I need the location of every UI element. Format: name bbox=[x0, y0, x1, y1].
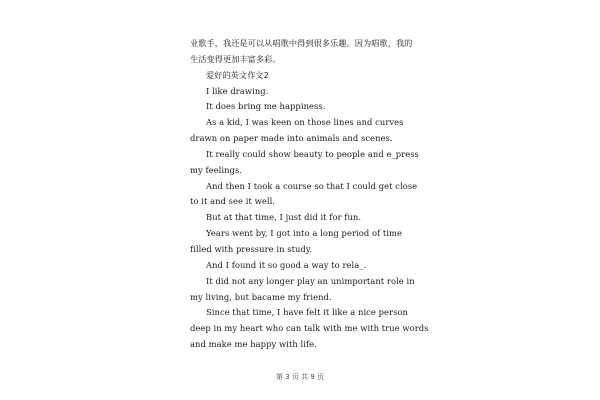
paragraph-line: As a kid, I was keen on those lines and curves bbox=[206, 117, 404, 128]
paragraph-line: drawn on paper made into animals and scenes. bbox=[190, 133, 393, 144]
paragraph-line: 生活变得更加丰富多彩。 bbox=[190, 53, 281, 64]
paragraph-line: And I found it so good a way to rela_. bbox=[206, 259, 367, 270]
page-number: 第 3 页 共 9 页 bbox=[275, 373, 325, 381]
paragraph-line: I like drawing. bbox=[206, 85, 269, 96]
paragraph-line: filled with pressure in study. bbox=[190, 243, 313, 254]
paragraph-line: Since that time, I have felt it like a nice person bbox=[206, 307, 408, 318]
paragraph-line: my feelings. bbox=[190, 164, 243, 175]
paragraph-line: Years went by, I got into a long period of time bbox=[206, 228, 403, 239]
paragraph-line: my living, but bacame my friend. bbox=[190, 291, 332, 302]
paragraph-line: and make me happy with life. bbox=[190, 339, 317, 350]
paragraph-line: It does bring me happiness. bbox=[206, 101, 326, 112]
paragraph-line: It did not any longer play an unimportant role in bbox=[206, 275, 415, 286]
paragraph-line: 业歌手，我还是可以从唱歌中得到很多乐趣。因为唱歌，我的 bbox=[190, 38, 413, 48]
document-body bbox=[190, 36, 430, 353]
paragraph-line: And then I took a course so that I could get close bbox=[206, 180, 418, 191]
paragraph-line: deep in my heart who can talk with me with true words bbox=[190, 323, 429, 334]
section-heading: 爱好的英文作文2 bbox=[206, 69, 269, 80]
paragraph-line: But at that time, I just did it for fun. bbox=[206, 212, 362, 223]
paragraph-line: to it and see it well. bbox=[190, 196, 276, 207]
paragraph-line: It really could show beauty to people and e_press bbox=[206, 148, 419, 159]
